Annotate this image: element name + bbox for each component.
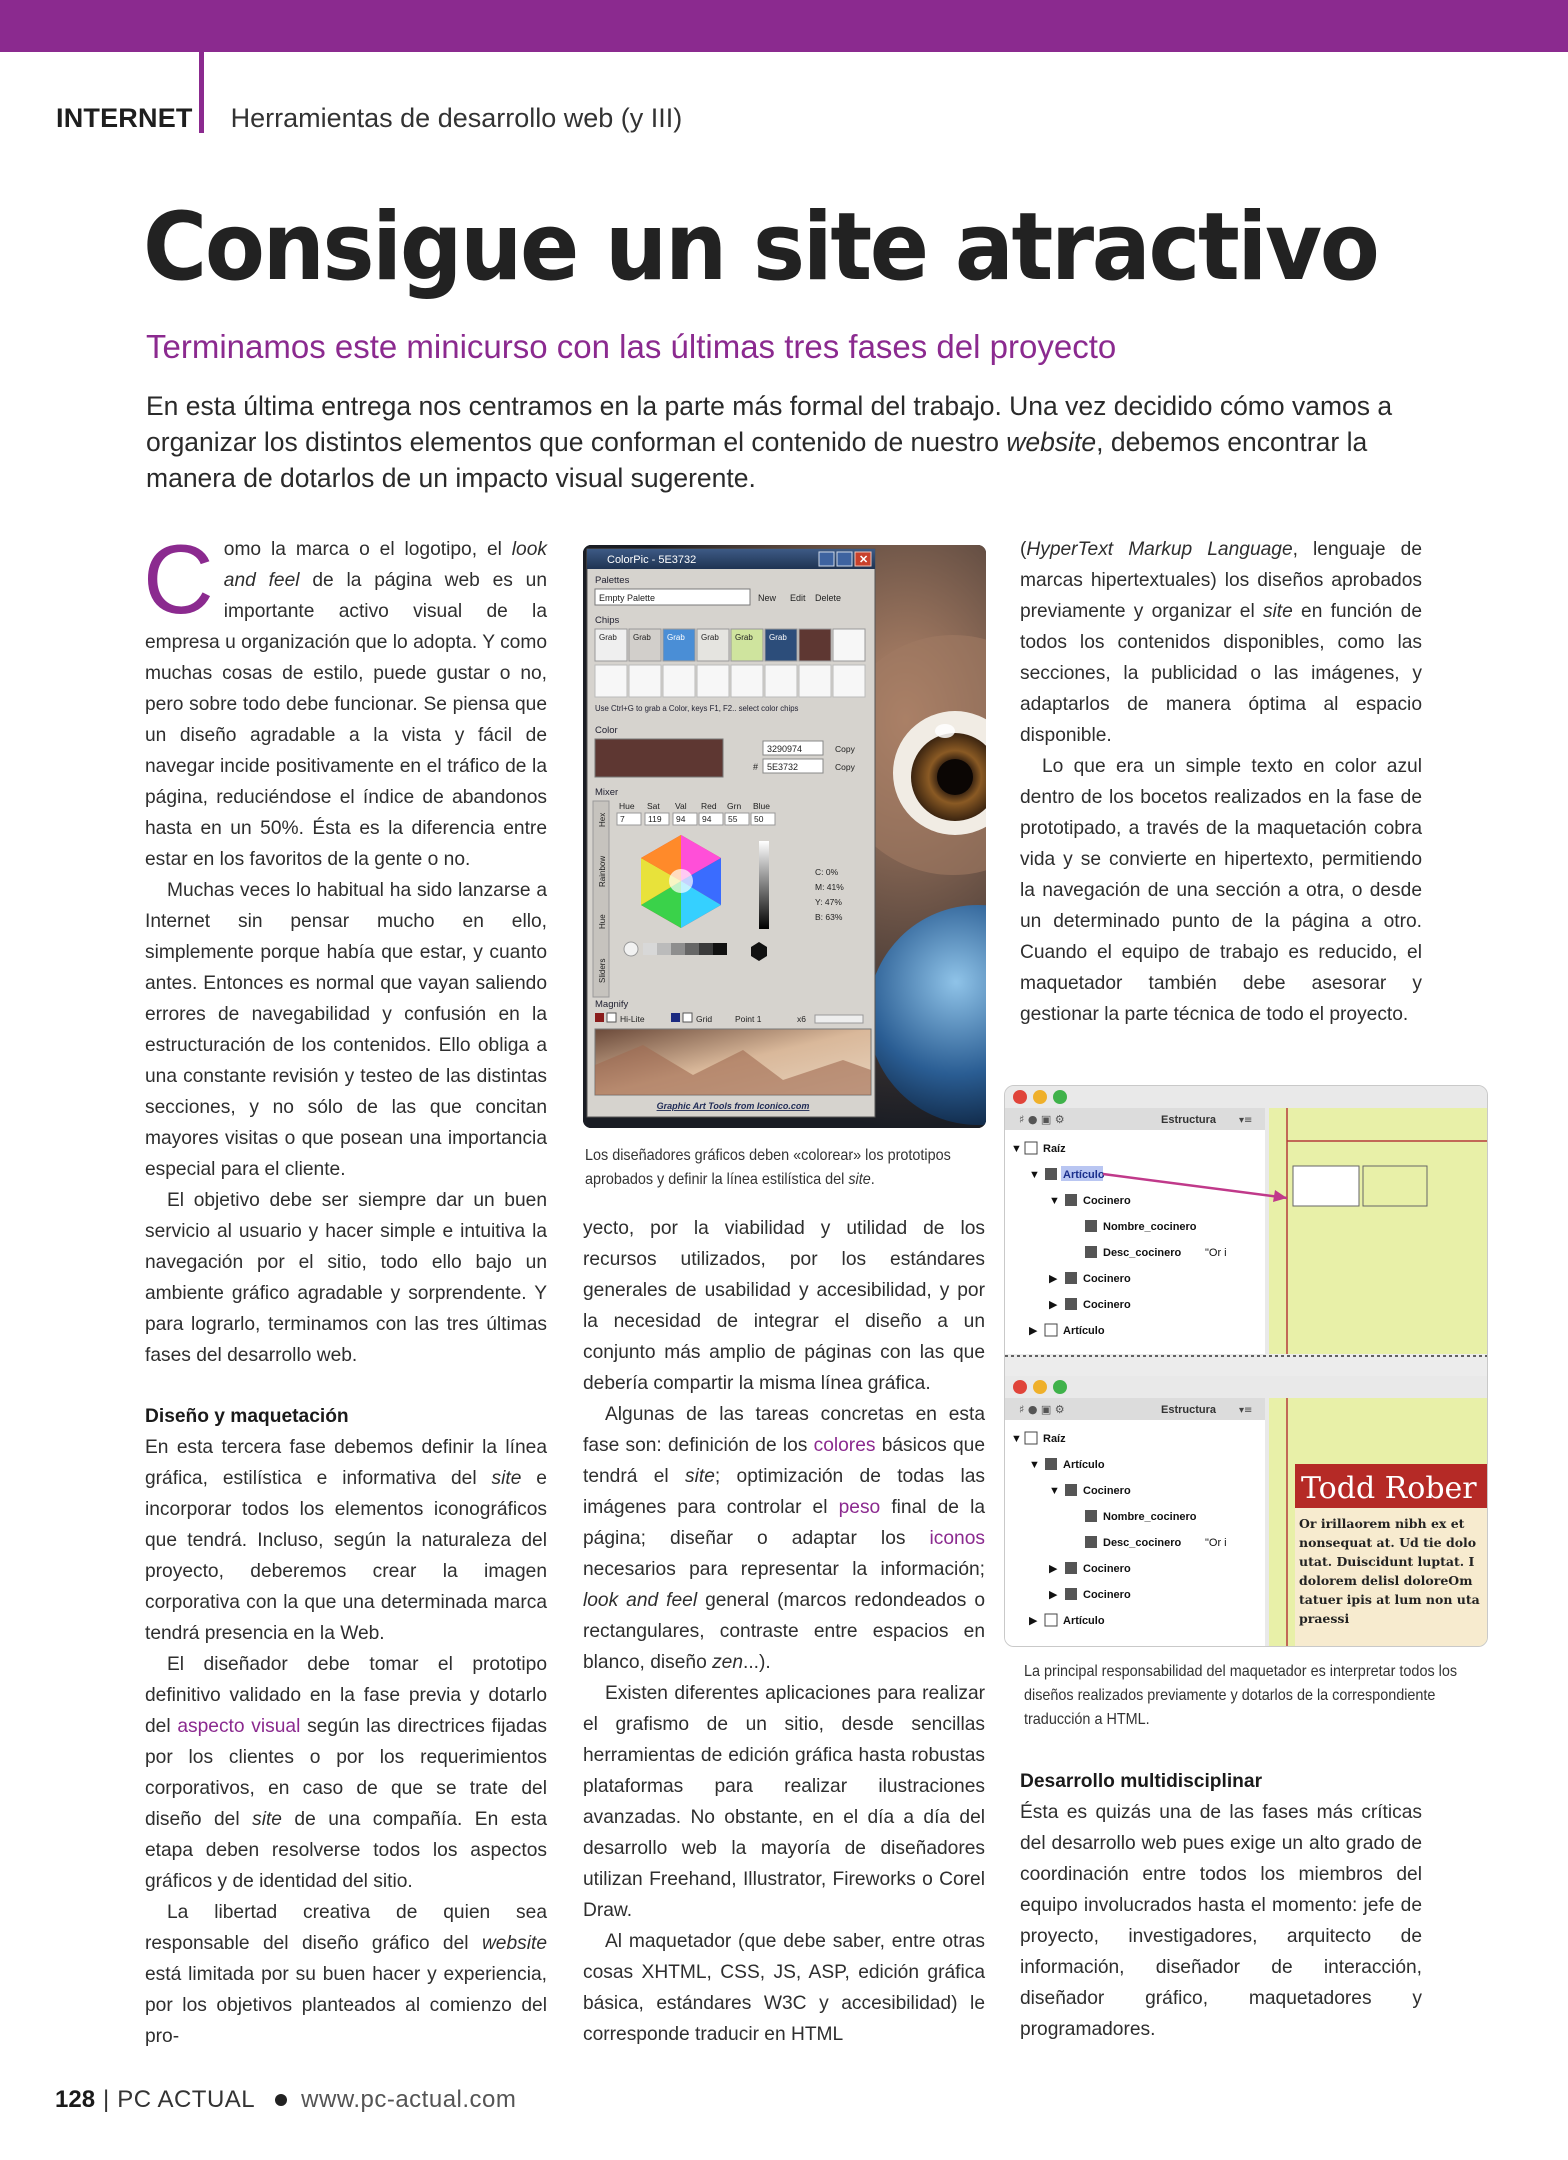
zoom-icon[interactable] xyxy=(1053,1090,1067,1104)
colorpic-screenshot xyxy=(583,545,986,1128)
credit-link[interactable]: Graphic Art Tools from Iconico.com xyxy=(656,1101,810,1111)
svg-text:119: 119 xyxy=(648,814,662,824)
hilite-label: Hi-Lite xyxy=(620,1014,645,1024)
inline-link[interactable]: iconos xyxy=(929,1528,985,1549)
svg-text:▶: ▶ xyxy=(1049,1299,1058,1311)
grab-label: Grab xyxy=(735,633,753,642)
svg-text:Hue: Hue xyxy=(619,801,635,811)
section-heading: Diseño y maquetación xyxy=(145,1406,349,1427)
panel-menu-icon[interactable]: ▾≡ xyxy=(1239,1405,1253,1416)
svg-text:Cocinero: Cocinero xyxy=(1083,1485,1131,1497)
copy-button[interactable]: Copy xyxy=(835,762,855,772)
grab-label: Grab xyxy=(701,633,719,642)
grab-label: Grab xyxy=(667,633,685,642)
series-title: Herramientas de desarrollo web (y III) xyxy=(230,102,683,133)
svg-text:▼: ▼ xyxy=(1011,1143,1022,1155)
color-label: Color xyxy=(595,725,618,736)
paragraph: Como la marca o el logotipo, el look and feel de la página web es un importante activo visual de la empresa u organización que lo adopta. Y como muchas cosas de estilo, puede gustar o no, pero sobre todo debe funcionar. Se piensa que un diseño agradable a la vista y fácil de navegar incide positivamente en el tráfico de la página, reduciéndose el índice de abandonos hasta en un 50%. Ésta es la diferencia entre estar en los favoritos de la gente o no. xyxy=(143,524,548,870)
palette-name: Empty Palette xyxy=(599,593,656,603)
figure-1-caption: Los diseñadores gráficos deben «colorear» los prototipos aprobados y definir la línea estilística del site. xyxy=(585,1147,951,1188)
close-icon[interactable] xyxy=(1013,1380,1027,1394)
svg-text:Desc_cocinero: Desc_cocinero xyxy=(1103,1537,1182,1549)
paragraph: (HyperText Markup Language, lenguaje de marcas hipertextuales) los diseños aprobados previamente y organizar el site en función de todos los contenidos disponibles, como las secciones, la publicidad o las imágenes, y adaptarlos de manera óptima al espacio disponible. xyxy=(1020,539,1422,746)
magazine-name: PC ACTUAL xyxy=(117,2086,256,2113)
svg-text:Cocinero: Cocinero xyxy=(1083,1563,1131,1575)
lead-text: , debemos encontrar la manera de dotarlos de un impacto visual sugerente. xyxy=(146,427,1368,493)
chips-hint: Use Ctrl+G to grab a Color, keys F1, F2.. select color chips xyxy=(595,704,799,713)
svg-text:Red: Red xyxy=(701,801,717,811)
decimal-value: 3290974 xyxy=(767,744,803,754)
svg-text:Sat: Sat xyxy=(647,801,660,811)
toolbar-icons[interactable]: ♯ ● ▣ ⚙ xyxy=(1019,1403,1065,1416)
minimize-icon[interactable] xyxy=(1033,1380,1047,1394)
hex-value: 5E3732 xyxy=(767,762,799,772)
minimize-icon[interactable] xyxy=(1033,1090,1047,1104)
paragraph: Ésta es quizás una de las fases más críticas del desarrollo web pues exige un alto grado de coordinación entre todos los miembros del equipo involucrados hasta el momento: jefe de proyecto, investigadores, arquitecto de información, diseñador de interacción, diseñador gráfico, maquetadores y programadores. xyxy=(1020,1802,1422,2040)
paragraph: Algunas de las tareas concretas en esta fase son: definición de los colores básicos que tendrá el site; optimización de todas las imágenes para controlar el peso final de la página; diseñar o adaptar los iconos necesarios para representar la información; look and feel general (marcos redondeados o rectangulares, contraste entre espacios en blanco, diseño zen...). xyxy=(583,1404,986,1673)
paragraph: Existen diferentes aplicaciones para realizar el grafismo de un sitio, desde sencillas herramientas de edición gráfica hasta robustas plataformas para realizar ilustraciones avanzadas. No obstante, en el día a día del desarrollo web la mayoría de diseñadores utilizan Freehand, Illustrator, Fireworks o Corel Draw. xyxy=(583,1683,985,1921)
svg-text:Raíz: Raíz xyxy=(1043,1433,1066,1445)
svg-text:94: 94 xyxy=(702,814,712,824)
section-divider xyxy=(199,51,204,133)
copy-button[interactable]: Copy xyxy=(835,744,855,754)
drop-cap: C xyxy=(143,524,214,634)
page-number: 128 xyxy=(55,2086,96,2113)
svg-text:55: 55 xyxy=(728,814,738,824)
svg-text:Artículo: Artículo xyxy=(1063,1325,1105,1337)
paragraph: Lo que era un simple texto en color azul dentro de los bocetos realizados en la fase de prototipado, a través de la maquetación cobra vida y se convierte en hipertexto, permitiendo la navegación de una sección a otra, o desde un determinado punto de la página a otro. Cuando el equipo de trabajo es reducido, el maquetador también debe asesorar y gestionar la parte técnica de todo el proyecto. xyxy=(1020,756,1422,1025)
svg-text:Artículo: Artículo xyxy=(1063,1459,1105,1471)
svg-text:Cocinero: Cocinero xyxy=(1083,1589,1131,1601)
chips-label: Chips xyxy=(595,615,620,626)
svg-text:Blue: Blue xyxy=(753,801,771,811)
section-heading: Desarrollo multidisciplinar xyxy=(1020,1771,1263,1792)
page-heading: Todd Rober xyxy=(1301,1471,1477,1506)
lead-text-italic: website xyxy=(1006,427,1097,457)
grab-label: Grab xyxy=(769,633,787,642)
svg-text:Or irillaorem nibh ex et: Or irillaorem nibh ex et xyxy=(1299,1516,1465,1531)
svg-text:M: 41%: M: 41% xyxy=(815,882,844,892)
svg-text:▼: ▼ xyxy=(1029,1459,1040,1471)
section-header xyxy=(56,96,682,140)
paragraph: El objetivo debe ser siempre dar un buen servicio al usuario y hacer simple e intuitiva la navegación por el sitio, todo ello bajo un ambiente gráfico agradable y sorprendente. Y para lograrlo, terminamos con las tres últimas fases del desarrollo web. xyxy=(145,1190,547,1366)
value-slider[interactable] xyxy=(759,841,769,929)
structure-screenshot xyxy=(1005,1086,1487,1646)
palettes-label: Palettes xyxy=(595,575,630,586)
point-label: Point 1 xyxy=(735,1014,762,1024)
window-title: ColorPic - 5E3732 xyxy=(607,554,697,566)
new-button[interactable]: New xyxy=(758,593,777,603)
svg-text:▼: ▼ xyxy=(1029,1169,1040,1181)
magnify-label: Magnify xyxy=(595,999,629,1010)
panel-title: Estructura xyxy=(1161,1404,1217,1416)
toolbar-icons[interactable]: ♯ ● ▣ ⚙ xyxy=(1019,1113,1065,1126)
svg-text:▶: ▶ xyxy=(1029,1615,1038,1627)
svg-text:Cocinero: Cocinero xyxy=(1083,1195,1131,1207)
svg-text:Artículo: Artículo xyxy=(1063,1169,1105,1181)
column-2 xyxy=(583,1213,985,2050)
grab-label: Grab xyxy=(633,633,651,642)
panel-title: Estructura xyxy=(1161,1114,1217,1126)
zoom-slider[interactable] xyxy=(815,1015,863,1023)
hilite-checkbox[interactable] xyxy=(607,1013,616,1022)
grab-label: Grab xyxy=(599,633,617,642)
paragraph: Muchas veces lo habitual ha sido lanzarse a Internet sin pensar mucho en ello, simplemente porque había que estar, y cuanto antes. Entonces es normal que vayan saliendo errores de navegabilidad y confusión en la estructuración de los contenidos. Ello obliga a una constante revisión y testeo de las distintas secciones, y no sólo de las que concitan mayores visitas o que posean una importancia especial para el cliente. xyxy=(145,880,547,1180)
close-icon: ✕ xyxy=(859,554,869,566)
website-link[interactable]: www.pc-actual.com xyxy=(301,2086,517,2113)
paragraph: yecto, por la viabilidad y utilidad de los recursos utilizados, por los estándares generales de usabilidad y accesibilidad, y por la necesidad de integrar el diseño a un conjunto más amplio de páginas con las que debería compartir la misma línea gráfica. xyxy=(583,1218,985,1394)
svg-text:7: 7 xyxy=(620,814,625,824)
article-subtitle: Terminamos este minicurso con las últimas tres fases del proyecto xyxy=(146,328,1117,365)
svg-text:B: 63%: B: 63% xyxy=(815,912,843,922)
close-icon[interactable] xyxy=(1013,1090,1027,1104)
svg-text:dolorem delisl doloreOm: dolorem delisl doloreOm xyxy=(1299,1573,1473,1588)
svg-text:Raíz: Raíz xyxy=(1043,1143,1066,1155)
colorpic-figure xyxy=(583,545,986,1128)
panel-menu-icon[interactable]: ▾≡ xyxy=(1239,1115,1253,1126)
zoom-icon[interactable] xyxy=(1053,1380,1067,1394)
svg-text:▼: ▼ xyxy=(1049,1195,1060,1207)
svg-text:▶: ▶ xyxy=(1049,1273,1058,1285)
tab-rainbow[interactable]: Rainbow xyxy=(598,855,607,887)
svg-text:▶: ▶ xyxy=(1049,1563,1058,1575)
svg-text:"Or i: "Or i xyxy=(1205,1247,1227,1259)
svg-text:Cocinero: Cocinero xyxy=(1083,1299,1131,1311)
paragraph: El diseñador debe tomar el prototipo definitivo validado en la fase previa y dotarlo del aspecto visual según las directrices fijadas por los clientes o por los requerimientos corporativos, en caso de que se trate del diseño del site de una compañía. En esta etapa deben resolverse todos los aspectos gráficos y de identidad del sitio. xyxy=(145,1654,547,1892)
inline-link[interactable]: aspecto visual xyxy=(177,1716,301,1737)
grid-label: Grid xyxy=(696,1014,713,1024)
section-label: INTERNET xyxy=(56,102,193,133)
svg-text:utat. Duiscidunt luptat. I: utat. Duiscidunt luptat. I xyxy=(1299,1554,1475,1569)
svg-text:▶: ▶ xyxy=(1049,1589,1058,1601)
delete-button[interactable]: Delete xyxy=(815,593,842,603)
paragraph: En esta tercera fase debemos definir la línea gráfica, estilística e informativa del site e incorporar todos los elementos iconográficos que tendrá. Incluso, según la naturaleza del proyecto, deberemos crear la imagen corporativa con la que una determinada marca tendrá presencia en la Web. xyxy=(145,1437,547,1644)
mixer-label: Mixer xyxy=(595,787,619,798)
svg-text:Grn: Grn xyxy=(727,801,742,811)
selected-color-swatch xyxy=(595,739,723,777)
svg-text:C: 0%: C: 0% xyxy=(815,867,839,877)
page-footer xyxy=(55,2086,516,2114)
structure-figure xyxy=(1004,1085,1488,1647)
svg-text:▼: ▼ xyxy=(1049,1485,1060,1497)
svg-text:Desc_cocinero: Desc_cocinero xyxy=(1103,1247,1182,1259)
tab-hex[interactable]: Hex xyxy=(598,812,607,827)
svg-text:50: 50 xyxy=(754,814,764,824)
hex-symbol: # xyxy=(753,762,759,772)
svg-text:"Or i: "Or i xyxy=(1205,1537,1227,1549)
svg-text:94: 94 xyxy=(676,814,686,824)
column-3-top xyxy=(1020,534,1422,1030)
column-1 xyxy=(143,524,548,2052)
svg-text:Y: 47%: Y: 47% xyxy=(815,897,842,907)
article-lead xyxy=(146,388,1426,496)
svg-text:nonsequat at. Ud tie dolo: nonsequat at. Ud tie dolo xyxy=(1299,1535,1477,1550)
paragraph: Al maquetador (que debe saber, entre otras cosas XHTML, CSS, JS, ASP, edición gráfica básica, estándares W3C y accesibilidad) le corresponde traducir en HTML xyxy=(583,1931,985,2045)
grid-checkbox[interactable] xyxy=(683,1013,692,1022)
svg-text:▼: ▼ xyxy=(1011,1433,1022,1445)
svg-text:praessi: praessi xyxy=(1299,1611,1350,1626)
inline-link[interactable]: peso xyxy=(838,1497,881,1518)
page-preview-top xyxy=(1269,1108,1487,1354)
svg-text:tatuer ipis at lum non uta: tatuer ipis at lum non uta xyxy=(1299,1592,1480,1607)
inline-link[interactable]: colores xyxy=(813,1435,876,1456)
figure-2-caption: La principal responsabilidad del maquetador es interpretar todos los diseños realizados previamente y dotarlos de la correspondiente traducción a HTML. xyxy=(1024,1663,1458,1728)
placeholder-box xyxy=(1293,1166,1359,1206)
svg-text:Artículo: Artículo xyxy=(1063,1615,1105,1627)
top-color-bar xyxy=(0,0,1568,52)
article-title: Consigue un site atractivo xyxy=(143,193,1378,302)
footer-separator: | xyxy=(103,2086,110,2113)
tab-hue[interactable]: Hue xyxy=(598,914,607,929)
zoom-label: x6 xyxy=(797,1014,806,1024)
svg-text:Nombre_cocinero: Nombre_cocinero xyxy=(1103,1511,1197,1523)
paragraph: La libertad creativa de quien sea responsable del diseño gráfico del website está limitada por su buen hacer y experiencia, por los objetivos planteados al comienzo del pro- xyxy=(145,1902,547,2047)
tab-sliders[interactable]: Sliders xyxy=(598,958,607,983)
lead-text: En esta última entrega nos centramos en la parte más formal del trabajo. Una vez decidido cómo vamos a organizar los distintos elementos que conforman el contenido de nuestro xyxy=(146,391,1393,457)
column-3-bottom xyxy=(1020,1766,1422,2045)
svg-text:▶: ▶ xyxy=(1029,1325,1038,1337)
svg-text:Val: Val xyxy=(675,801,687,811)
svg-text:Nombre_cocinero: Nombre_cocinero xyxy=(1103,1221,1197,1233)
edit-button[interactable]: Edit xyxy=(790,593,806,603)
svg-text:Cocinero: Cocinero xyxy=(1083,1273,1131,1285)
bullet-icon xyxy=(275,2094,287,2106)
